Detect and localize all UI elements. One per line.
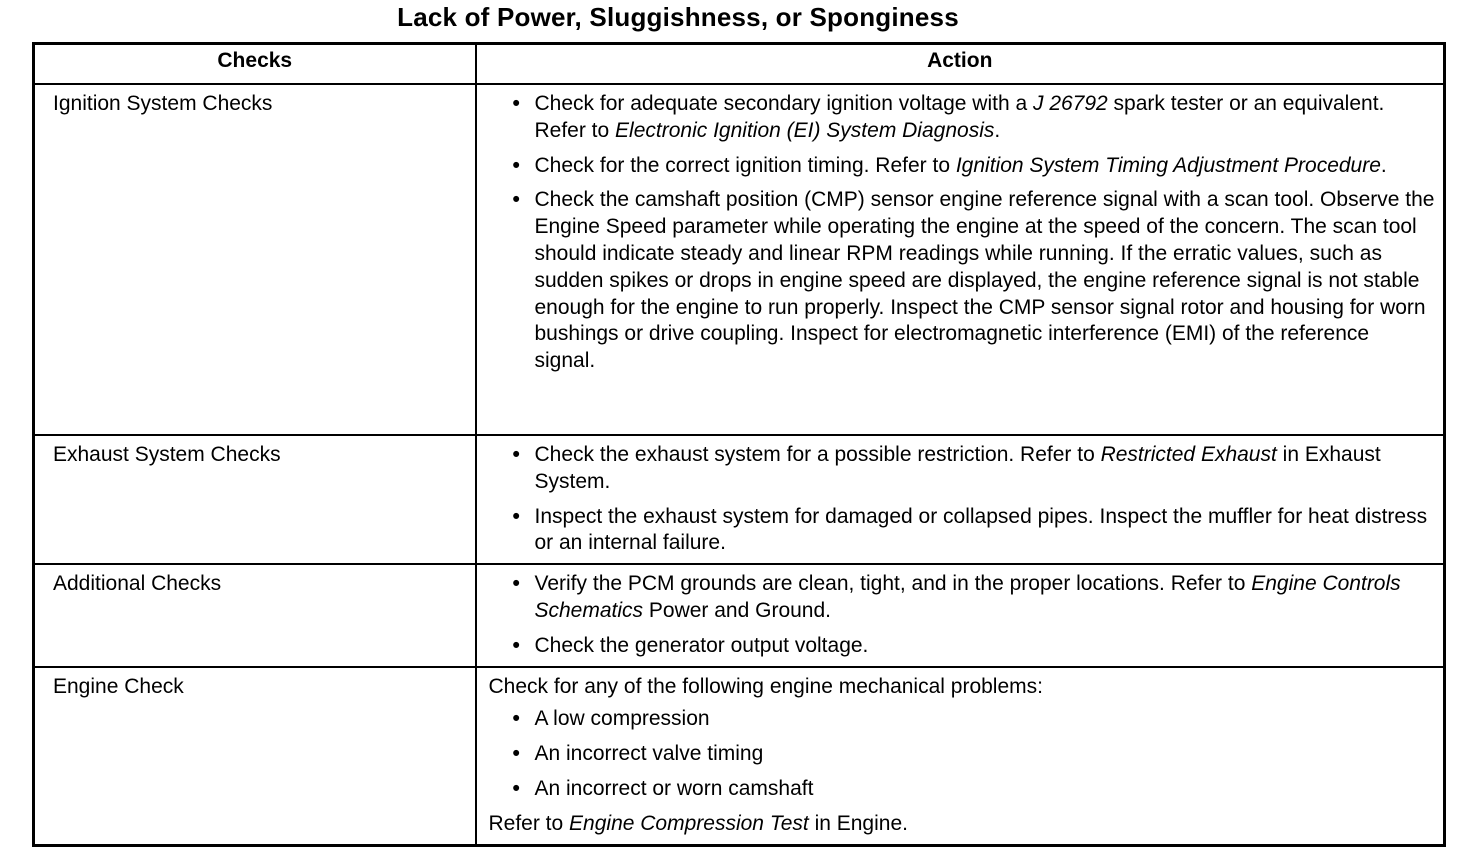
- table-row-ignition: [34, 84, 1445, 435]
- list-item: • An incorrect or worn camshaft: [489, 776, 1436, 803]
- engine-intro: Check for any of the following engine mechanical problems:: [488, 674, 1043, 698]
- diagnosis-table: [32, 42, 1446, 847]
- action-cell: [476, 564, 1445, 666]
- action-list: [489, 706, 1436, 802]
- bullet-icon: •: [512, 742, 520, 766]
- list-item: • Check the generator output voltage.: [489, 633, 1436, 660]
- table-header-row: [34, 44, 1445, 85]
- table-row-additional: [34, 564, 1445, 666]
- action-cell: [476, 667, 1445, 845]
- bullet-icon: •: [512, 504, 520, 528]
- list-item: • Check for adequate secondary ignition voltage with a J 26792 spark tester or an equivalent. Refer to Electronic Ignition (EI) System Diagnosis.: [512, 92, 1385, 142]
- check-label: Exhaust System Checks: [34, 435, 476, 564]
- action-cell: [476, 435, 1445, 564]
- bullet-icon: •: [512, 707, 520, 731]
- document-title: Lack of Power, Sluggishness, or Sponginess: [397, 2, 959, 32]
- action-list: [489, 91, 1436, 375]
- bullet-icon: •: [512, 153, 520, 177]
- action-cell: [476, 84, 1445, 435]
- list-item: • An incorrect valve timing: [489, 741, 1436, 768]
- bullet-icon: •: [512, 92, 520, 115]
- engine-outro: Refer to Engine Compression Test in Engine.: [488, 811, 908, 835]
- header-checks: Checks: [34, 44, 476, 85]
- list-item: • A low compression: [489, 706, 1436, 733]
- bullet-icon: •: [512, 776, 520, 800]
- check-label: Additional Checks: [34, 564, 476, 666]
- header-action: Action: [476, 44, 1445, 85]
- action-list: [489, 571, 1436, 659]
- table-row-engine: [34, 667, 1445, 845]
- bullet-icon: •: [512, 443, 520, 466]
- table-row-exhaust: [34, 435, 1445, 564]
- list-item: • Check the camshaft position (CMP) sensor engine reference signal with a scan tool. Observe the Engine Speed parameter while operating the engine at the speed of the concern. The scan tool should indicate steady and linear RPM readings while running. If the erratic values, such as sudden spikes or drops in engine speed are displayed, the engine reference signal is not stable enough for the engine to run properly. Inspect the CMP sensor signal rotor and housing for worn bushings or drive coupling. Inspect for electromagnetic interference (EMI) of the reference signal.: [512, 188, 1435, 373]
- check-label: Ignition System Checks: [34, 84, 476, 435]
- bullet-icon: •: [512, 633, 520, 657]
- bullet-icon: •: [512, 188, 520, 212]
- list-item: • Verify the PCM grounds are clean, tight, and in the proper locations. Refer to Engine Controls Schematics Power and Ground.: [512, 572, 1401, 622]
- action-list: [489, 442, 1436, 557]
- list-item: • Check for the correct ignition timing. Refer to Ignition System Timing Adjustment Procedure.: [489, 153, 1436, 180]
- check-label: Engine Check: [34, 667, 476, 845]
- bullet-icon: •: [512, 572, 520, 596]
- list-item: • Check the exhaust system for a possible restriction. Refer to Restricted Exhaust in Exhaust System.: [512, 443, 1381, 493]
- list-item: • Inspect the exhaust system for damaged or collapsed pipes. Inspect the muffler for heat distress or an internal failure.: [512, 504, 1428, 555]
